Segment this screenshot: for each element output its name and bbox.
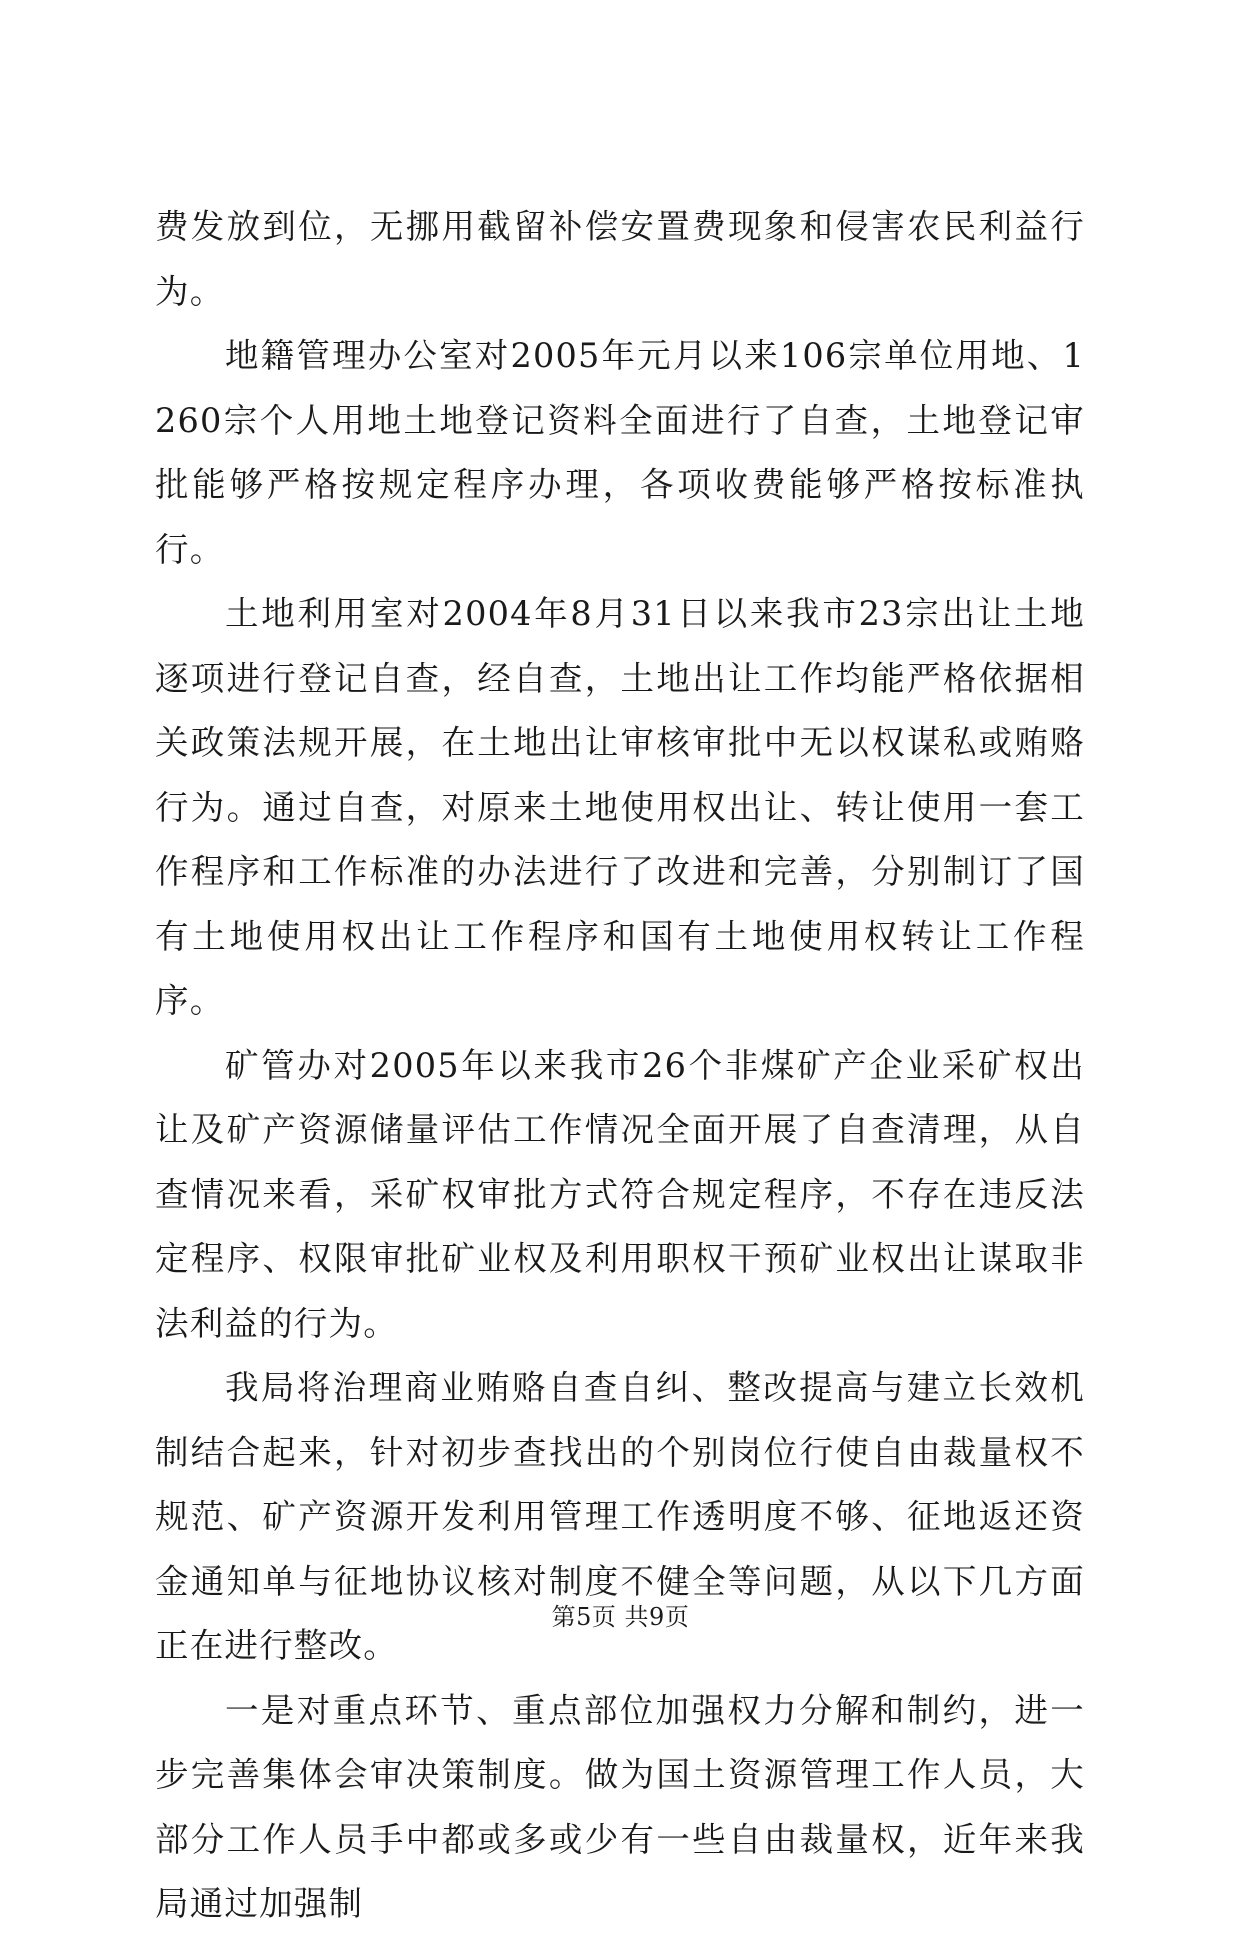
paragraph-continuation: 费发放到位，无挪用截留补偿安置费现象和侵害农民利益行为。 <box>155 207 1085 311</box>
paragraph-mining-office: 矿管办对2005年以来我市26个非煤矿产企业采矿权出让及矿产资源储量评估工作情况全面开展了自查清理，从自查情况来看，采矿权审批方式符合规定程序，不存在违反法定程序、权限审批矿业权及利用职权干预矿业权出让谋取非法利益的行为。 <box>155 1045 1085 1343</box>
paragraph-cadastral-office: 地籍管理办公室对2005年元月以来106宗单位用地、1260宗个人用地土地登记资料全面进行了自查，土地登记审批能够严格按规定程序办理，各项收费能够严格按标准执行。 <box>155 336 1085 569</box>
page-number-footer: 第5页 共9页 <box>551 1603 690 1631</box>
document-body <box>155 195 1085 1937</box>
paragraph-rectification: 我局将治理商业贿赂自查自纠、整改提高与建立长效机制结合起来，针对初步查找出的个别岗位行使自由裁量权不规范、矿产资源开发利用管理工作透明度不够、征地返还资金通知单与征地协议核对制度不健全等问题，从以下几方面正在进行整改。 <box>155 1368 1085 1665</box>
paragraph-measure-one: 一是对重点环节、重点部位加强权力分解和制约，进一步完善集体会审决策制度。做为国土资源管理工作人员，大部分工作人员手中都或多或少有一些自由裁量权，近年来我局通过加强制 <box>155 1690 1085 1923</box>
paragraph-land-use-office: 土地利用室对2004年8月31日以来我市23宗出让土地逐项进行登记自查，经自查，土地出让工作均能严格依据相关政策法规开展，在土地出让审核审批中无以权谋私或贿赂行为。通过自查，对原来土地使用权出让、转让使用一套工作程序和工作标准的办法进行了改进和完善，分别制订了国有土地使用权出让工作程序和国有土地使用权转让工作程序。 <box>155 594 1085 1020</box>
